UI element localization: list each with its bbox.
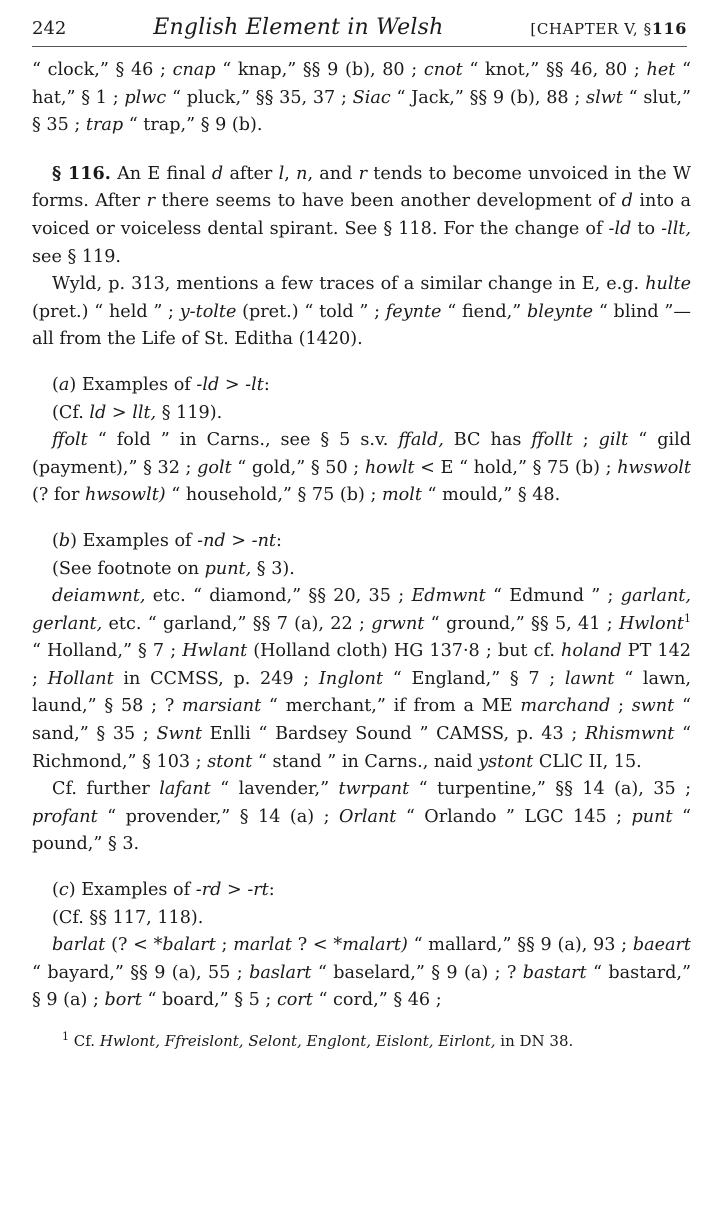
subsection-a — [32, 372, 691, 510]
subsection-b-examples: deiamwnt, etc. “ diamond,” §§ 20, 35 ; Edmwnt “ Edmund ” ; garlant, gerlant, etc. “ garland,” §§ 7 (a), 22 ; grwnt “ ground,” §§ 5, 41 ; Hwlont$^1$ “ Holland,” § 7 ; Hwlant (Holland cloth) HG 137·8 ; but cf. holand PT 142 ; Hollant in CCMSS, p. 249 ; Inglont “ England,” § 7 ; lawnt “ lawn, laund,” § 58 ; ? marsiant “ merchant,” if from a ME marchand ; swnt “ sand,” § 35 ; Swnt Enlli “ Bardsey Sound ” CAMSS, p. 43 ; Rhismwnt “ Richmond,” § 103 ; stont “ stand ” in Carns., naid ystont CLlC II, 15. — [32, 586, 692, 772]
subsection-a-examples: ffolt “ fold ” in Carns., see § 5 s.v. ffald, BC has ffollt ; gilt “ gild (payment),” § 32 ; golt “ gold,” § 50 ; howlt < E “ hold,” § 75 (b) ; hwswolt (? for hwsowlt) “ household,” § 75 (b) ; molt “ mould,” § 48. — [32, 430, 691, 506]
section-heading: § 116. — [52, 162, 111, 184]
subsection-c-crossref: (Cf. §§ 117, 118). — [52, 907, 204, 928]
subsection-b-further: Cf. further lafant “ lavender,” twrpant “ turpentine,” §§ 14 (a), 35 ; profant “ provender,” § 14 (a) ; Orlant “ Orlando ” LGC 145 ; punt “ pound,” § 3. — [32, 779, 691, 855]
wyld-paragraph: Wyld, p. 313, mentions a few traces of a similar change in E, e.g. hulte (pret.) “ held ” ; y-tolte (pret.) “ told ” ; feynte “ fiend,” bleynte “ blind ”—all from the Life of St. Editha (1420). — [32, 274, 691, 350]
chapter-reference: [CHAPTER V, §116 — [530, 19, 687, 38]
page-number: 242 — [32, 18, 67, 39]
footnote-marker[interactable]: 1 — [684, 611, 691, 625]
subsection-a-crossref: (Cf. ld > llt, § 119). — [52, 402, 223, 423]
running-title: English Element in Welsh — [153, 15, 444, 40]
subsection-c — [32, 877, 691, 1015]
subsection-b — [32, 528, 691, 859]
subsection-b-crossref: (See footnote on punt, § 3). — [52, 558, 295, 579]
subsection-c-heading: (c) Examples of -rd > -rt: — [52, 880, 275, 901]
subsection-b-heading: (b) Examples of -nd > -nt: — [52, 530, 282, 551]
footnote-number: 1 — [62, 1030, 69, 1043]
subsection-a-heading: (a) Examples of -ld > -lt: — [52, 374, 270, 395]
section-116-paragraph: § 116. An E final d after l, n, and r tends to become unvoiced in the W forms. After r there seems to have been another development of d into a voiced or voiceless dental spirant. See § 118. For the change of -ld to -llt, see § 119. — [32, 162, 691, 267]
continued-paragraph: “ clock,” § 46 ; cnap “ knap,” §§ 9 (b), 80 ; cnot “ knot,” §§ 46, 80 ; het “ hat,” § 1 ; plwc “ pluck,” §§ 35, 37 ; Siac “ Jack,” §§ 9 (b), 88 ; slwt “ slut,” § 35 ; trap “ trap,” § 9 (b). — [32, 60, 692, 136]
footnote: $^1$ Cf. Hwlont, Ffreislont, Selont, Englont, Eislont, Eirlont, in DN 38. — [62, 1030, 574, 1050]
page-header — [32, 14, 687, 47]
subsection-c-examples: barlat (? < *balart ; marlat ? < *malart) “ mallard,” §§ 9 (a), 93 ; baeart “ bayard,” §§ 9 (a), 55 ; baslart “ baselard,” § 9 (a) ; ? bastart “ bastard,” § 9 (a) ; bort “ board,” § 5 ; cort “ cord,” § 46 ; — [32, 935, 692, 1011]
